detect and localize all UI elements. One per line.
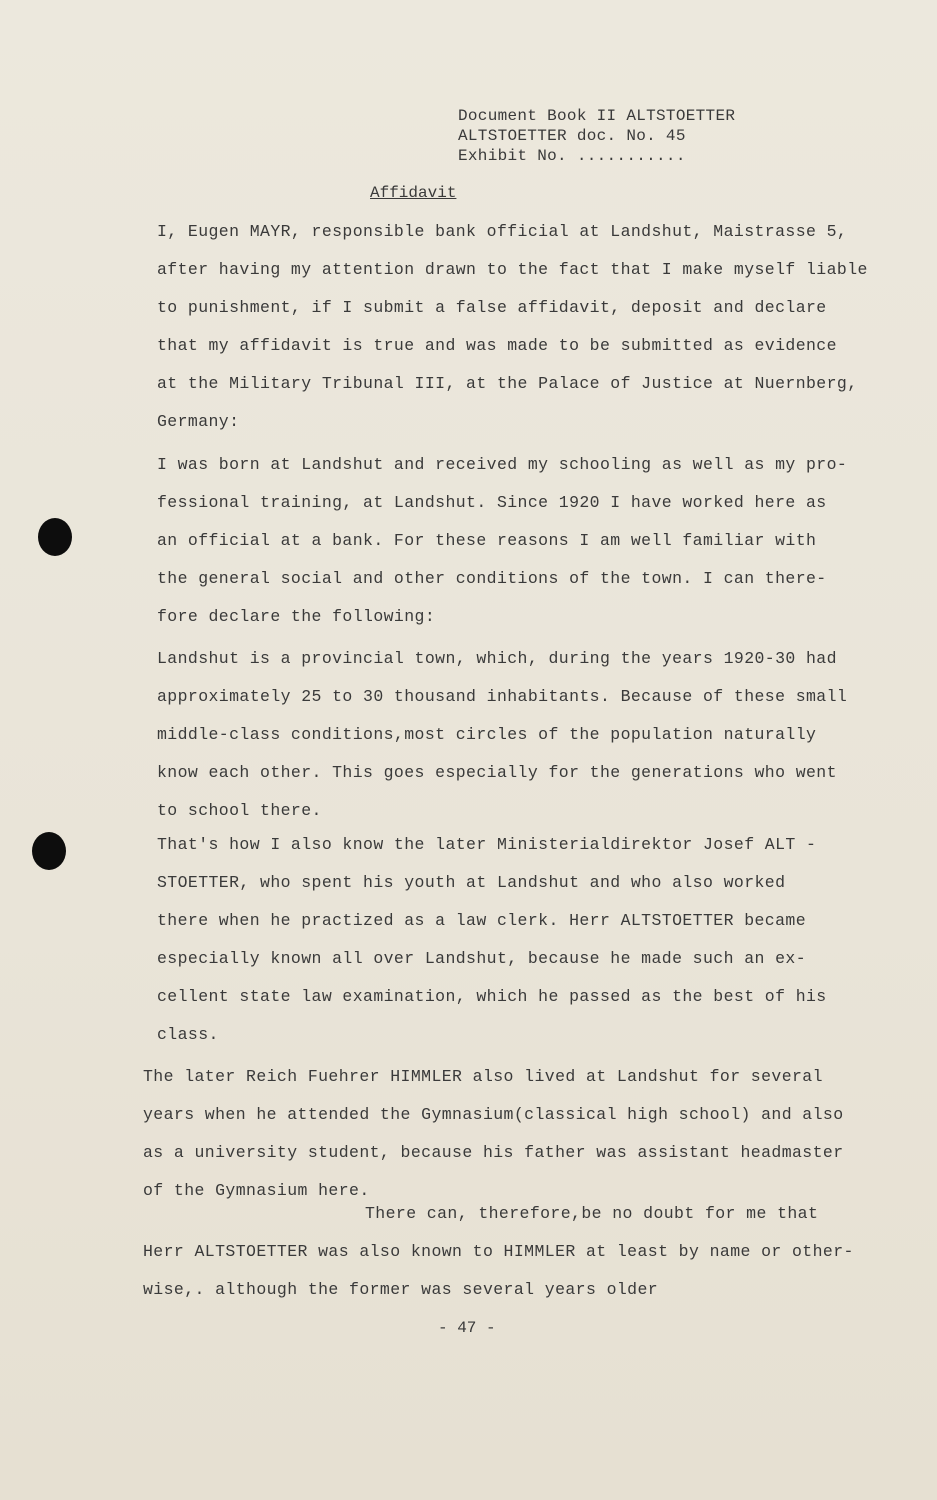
text-line: there when he practized as a law clerk. Herr ALTSTOETTER became bbox=[157, 911, 807, 930]
text-line: Germany: bbox=[157, 412, 240, 431]
text-line: I was born at Landshut and received my schooling as well as my pro- bbox=[157, 455, 848, 474]
text-line: to punishment, if I submit a false affidavit, deposit and declare bbox=[157, 298, 827, 317]
text-line: after having my attention drawn to the fact that I make myself liable bbox=[157, 260, 868, 279]
text-line: Landshut is a provincial town, which, during the years 1920-30 had bbox=[157, 649, 837, 668]
text-line: middle-class conditions,most circles of the population naturally bbox=[157, 725, 817, 744]
text-line: as a university student, because his father was assistant headmaster bbox=[143, 1143, 844, 1162]
text-line: fessional training, at Landshut. Since 1920 I have worked here as bbox=[157, 493, 827, 512]
text-line: the general social and other conditions of the town. I can there- bbox=[157, 569, 827, 588]
text-line: class. bbox=[157, 1025, 219, 1044]
document-header bbox=[458, 106, 735, 166]
paragraph-3 bbox=[157, 640, 848, 830]
closing-line-2: Herr ALTSTOETTER was also known to HIMMLER at least by name or other- bbox=[143, 1242, 854, 1261]
text-line: The later Reich Fuehrer HIMMLER also lived at Landshut for several bbox=[143, 1067, 823, 1086]
text-line: especially known all over Landshut, because he made such an ex- bbox=[157, 949, 807, 968]
paragraph-4 bbox=[157, 826, 837, 1054]
punch-hole-bottom bbox=[32, 832, 66, 870]
header-document-book: Document Book II ALTSTOETTER bbox=[458, 107, 736, 125]
closing-line-3: wise,. although the former was several years older bbox=[143, 1280, 659, 1299]
paragraph-1 bbox=[157, 213, 868, 441]
page-title: Affidavit bbox=[370, 184, 457, 202]
text-line: approximately 25 to 30 thousand inhabitants. Because of these small bbox=[157, 687, 848, 706]
text-line: at the Military Tribunal III, at the Palace of Justice at Nuernberg, bbox=[157, 374, 858, 393]
text-line: to school there. bbox=[157, 801, 322, 820]
header-exhibit-number: Exhibit No. ........... bbox=[458, 147, 686, 165]
punch-hole-top bbox=[38, 518, 72, 556]
text-line: of the Gymnasium here. bbox=[143, 1181, 370, 1200]
paragraph-2 bbox=[157, 446, 848, 636]
paragraph-5 bbox=[143, 1058, 844, 1210]
page-number: - 47 - bbox=[438, 1319, 496, 1337]
text-line: that my affidavit is true and was made to be submitted as evidence bbox=[157, 336, 837, 355]
closing-line-1: There can, therefore,be no doubt for me that bbox=[365, 1204, 819, 1223]
text-line: know each other. This goes especially for the generations who went bbox=[157, 763, 837, 782]
text-line: STOETTER, who spent his youth at Landshut and who also worked bbox=[157, 873, 786, 892]
text-line: years when he attended the Gymnasium(classical high school) and also bbox=[143, 1105, 844, 1124]
text-line: cellent state law examination, which he passed as the best of his bbox=[157, 987, 827, 1006]
header-doc-number: ALTSTOETTER doc. No. 45 bbox=[458, 127, 686, 145]
text-line: That's how I also know the later Ministerialdirektor Josef ALT - bbox=[157, 835, 817, 854]
text-line: an official at a bank. For these reasons I am well familiar with bbox=[157, 531, 817, 550]
text-line: fore declare the following: bbox=[157, 607, 436, 626]
text-line: I, Eugen MAYR, responsible bank official at Landshut, Maistrasse 5, bbox=[157, 222, 848, 241]
